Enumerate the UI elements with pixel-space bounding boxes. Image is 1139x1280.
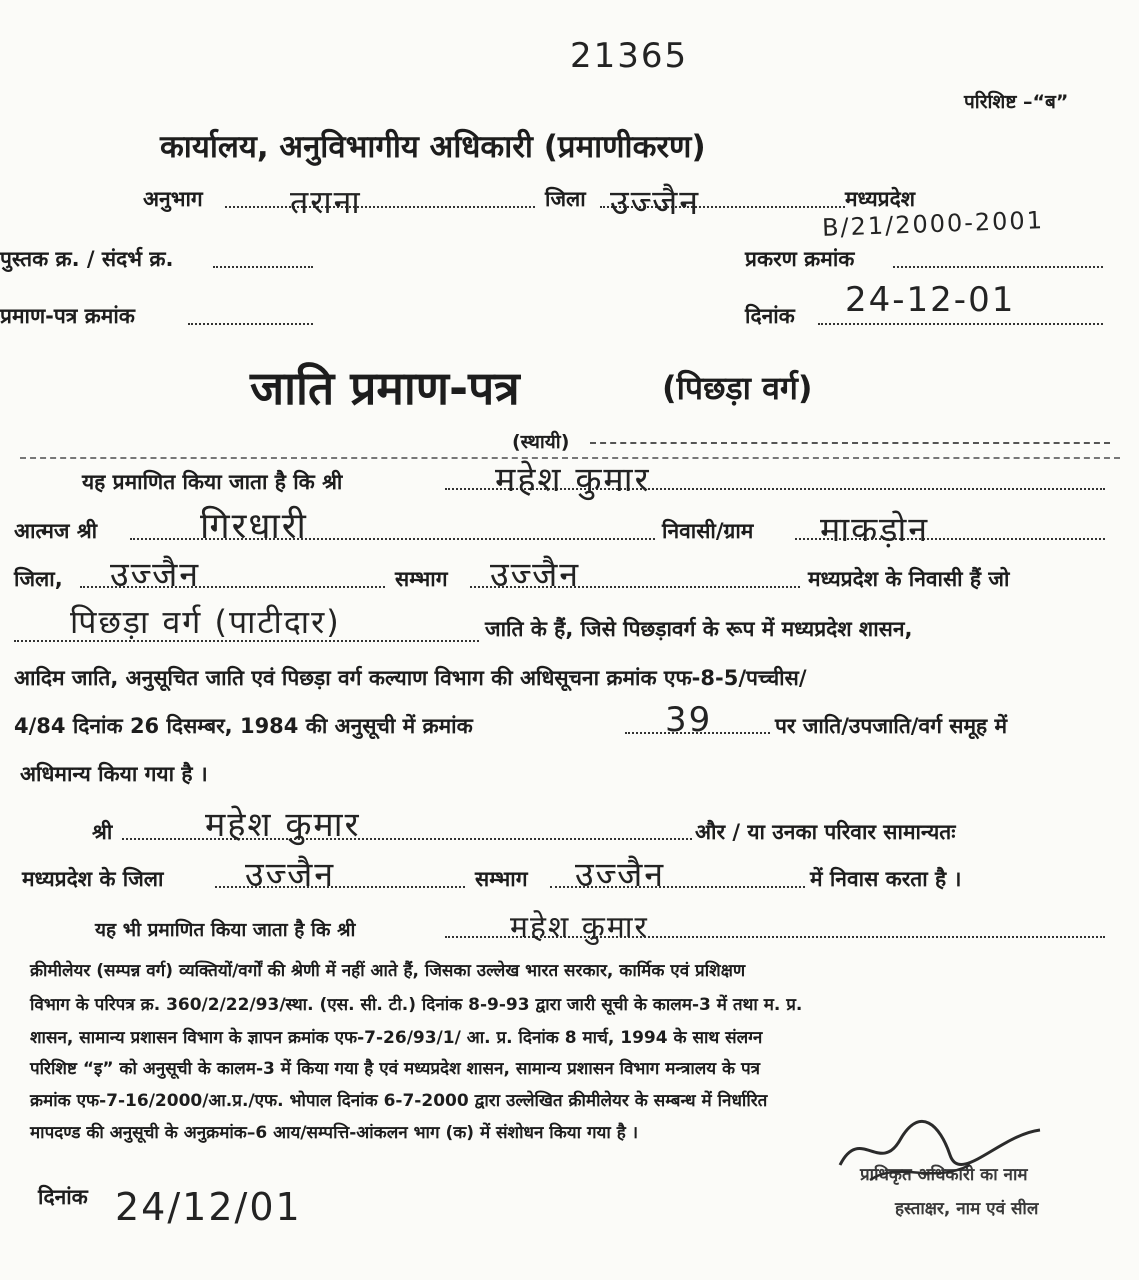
officer-name-label: प्राधिकृत अधिकारी का नाम	[860, 1165, 1028, 1185]
holder-name-second: महेश कुमार	[205, 805, 361, 845]
book-reference-label: पुस्तक क्र. / संदर्भ क्र.	[0, 247, 174, 271]
officer-signature-mark	[830, 1105, 1060, 1195]
creamy-line-6: मापदण्ड की अनुसूची के अनुक्रमांक–6 आय/सम्पत्ति-आंकलन भाग (क) में संशोधन किया गया है ।	[30, 1123, 639, 1143]
state-label: मध्यप्रदेश	[845, 187, 916, 211]
village-label: निवासी/ग्राम	[662, 519, 754, 543]
schedule-suffix: पर जाति/उपजाति/वर्ग समूह में	[775, 714, 1008, 738]
prakaran-dotted-line	[893, 266, 1103, 268]
zila-label: जिला	[545, 187, 586, 211]
caste-line-text: जाति के हैं, जिसे पिछड़ावर्ग के रूप में मध्यप्रदेश शासन,	[485, 617, 913, 641]
division-label: सम्भाग	[395, 567, 448, 591]
certificate-subtitle: (पिछड़ा वर्ग)	[662, 369, 813, 407]
handwritten-reference-number: 21365	[570, 36, 689, 76]
schedule-prefix: 4/84 दिनांक 26 दिसम्बर, 1984 की अनुसूची में क्रमांक	[14, 714, 473, 738]
mp-district-label: मध्यप्रदेश के जिला	[22, 867, 164, 891]
date-value: 24-12-01	[845, 280, 1016, 320]
footer-date-label: दिनांक	[38, 1185, 88, 1209]
division-name: उज्जैन	[490, 555, 581, 595]
village-name: माकड़ोन	[820, 510, 930, 550]
signature-seal-label: हस्ताक्षर, नाम एवं सील	[895, 1199, 1039, 1219]
recognized-text: अधिमान्य किया गया है ।	[20, 762, 208, 786]
holder-name: महेश कुमार	[495, 460, 651, 500]
creamy-line-5: क्रमांक एफ-7-16/2000/आ.प्र./एफ. भोपाल दिनांक 6-7-2000 द्वारा उल्लेखित क्रीमीलेयर के सम्बन्ध में निर्धारित	[30, 1091, 768, 1111]
anubhag-value: तराना	[290, 183, 362, 221]
zila-value: उज्जैन	[610, 183, 701, 223]
book-reference-dotted-line	[213, 266, 313, 268]
resident-text: मध्यप्रदेश के निवासी हैं जो	[808, 567, 1010, 591]
office-title: कार्यालय, अनुविभागीय अधिकारी (प्रमाणीकरण)	[160, 129, 706, 165]
division-name-second: उज्जैन	[575, 855, 666, 895]
certificate-number-dotted-line	[188, 323, 313, 325]
anubhag-dotted-line	[225, 206, 535, 208]
permanent-label: (स्थायी)	[512, 431, 570, 453]
creamy-line-1: क्रीमीलेयर (सम्पन्न वर्ग) व्यक्तियों/वर्गों की श्रेणी में नहीं आते हैं, जिसका उल्लेख भारत सरकार, कार्मिक एवं प्रशिक्षण	[30, 961, 746, 981]
district-name-second: उज्जैन	[245, 855, 336, 895]
anubhag-label: अनुभाग	[143, 187, 203, 211]
shri-label: श्री	[92, 820, 113, 844]
date-label: दिनांक	[745, 304, 795, 328]
lives-text: में निवास करता है ।	[810, 867, 962, 891]
family-text: और / या उनका परिवार सामान्यतः	[695, 820, 956, 844]
footer-date-value: 24/12/01	[115, 1185, 302, 1229]
date-dotted-line	[818, 323, 1103, 325]
prakaran-number-label: प्रकरण क्रमांक	[745, 247, 855, 271]
certificate-title: जाति प्रमाण-पत्र	[250, 361, 520, 415]
also-certify-prefix: यह भी प्रमाणित किया जाता है कि श्री	[95, 919, 356, 941]
holder-name-third: महेश कुमार	[510, 910, 649, 945]
appendix-label: परिशिष्ट –“ब”	[964, 91, 1069, 113]
certify-prefix: यह प्रमाणित किया जाता है कि श्री	[82, 470, 343, 494]
father-name: गिरधारी	[200, 506, 308, 547]
creamy-line-2: विभाग के परिपत्र क्र. 360/2/22/93/स्था. (एस. सी. टी.) दिनांक 8-9-93 द्वारा जारी सूची के कालम-3 में तथा म. प्र.	[30, 995, 803, 1015]
division2-label: सम्भाग	[475, 867, 528, 891]
creamy-line-3: शासन, सामान्य प्रशासन विभाग के ज्ञापन क्रमांक एफ-7-26/93/1/ आ. प्र. दिनांक 8 मार्च, 1994 के साथ संलग्न	[30, 1028, 763, 1048]
atmaj-label: आत्मज श्री	[14, 519, 98, 543]
certificate-number-label: प्रमाण-पत्र क्रमांक	[0, 304, 135, 328]
district-label: जिला,	[14, 567, 63, 591]
notification-line: आदिम जाति, अनुसूचित जाति एवं पिछड़ा वर्ग कल्याण विभाग की अधिसूचना क्रमांक एफ-8-5/पच्चीस/	[14, 666, 807, 690]
caste-name: पिछड़ा वर्ग (पाटीदार)	[70, 603, 341, 641]
dashed-rule	[590, 442, 1110, 444]
serial-number: 39	[665, 700, 713, 740]
handwritten-case-number: B/21/2000-2001	[821, 206, 1045, 242]
district-name: उज्जैन	[110, 555, 201, 595]
creamy-line-4: परिशिष्ट “इ” को अनुसूची के कालम-3 में किया गया है एवं मध्यप्रदेश शासन, सामान्य प्रशासन विभाग मन्त्रालय के पत्र	[30, 1059, 761, 1079]
